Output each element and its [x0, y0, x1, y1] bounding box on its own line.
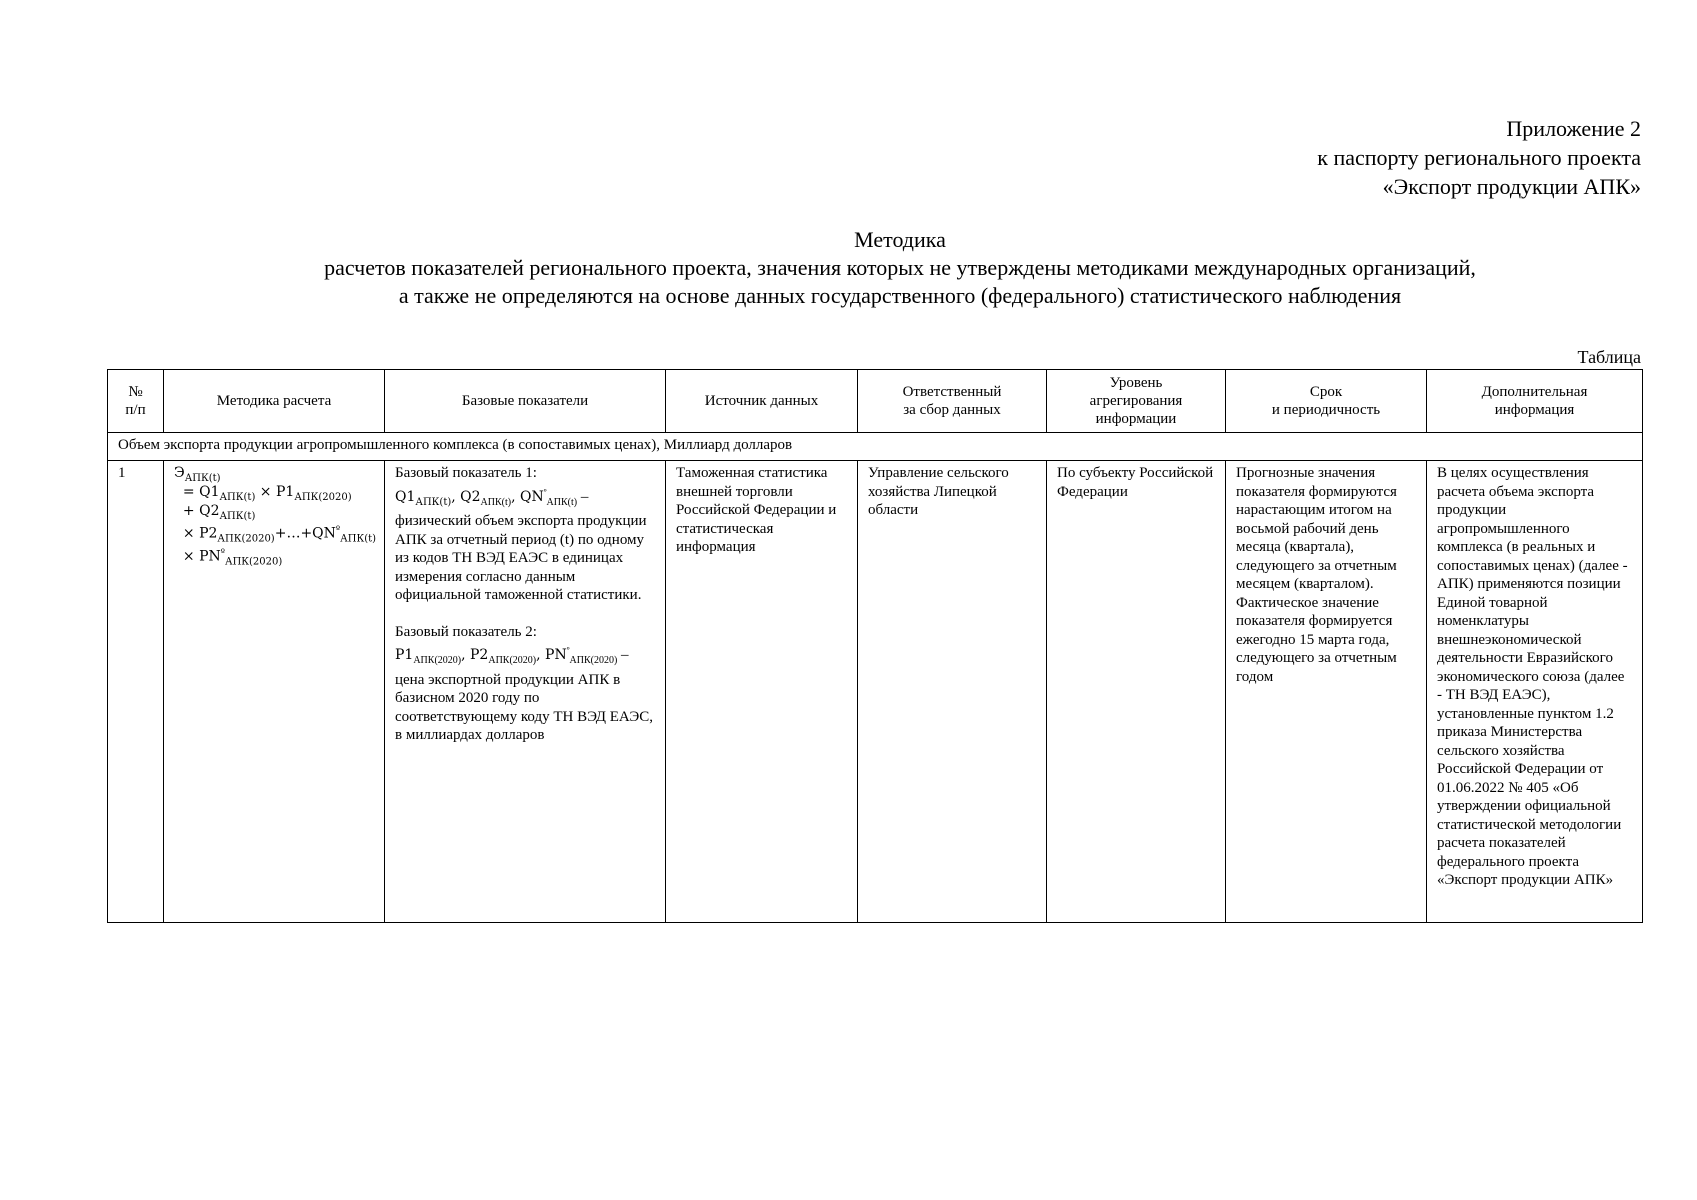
header-aggregation-level: Уровень агрегирования информации	[1047, 370, 1226, 433]
table-header-row	[108, 370, 1643, 433]
additional-info-cell: В целях осуществления расчета объема экспорта продукции агропромышленного комплекса (в реальных и сопоставимых ценах) (далее - АПК) применяются позиции Единой товарной номенклатуры внешнеэкономической деятельности Евразийского экономического союза (далее - ТН ВЭД ЕАЭС), установленные пунктом 1.2 приказа Министерства сельского хозяйства Российской Федерации от 01.06.2022 № 405 «Об утверждении официальной статистической методологии расчета показателей федерального проекта «Экспорт продукции АПК»	[1427, 461, 1643, 923]
header-number: № п/п	[108, 370, 164, 433]
formula-cell	[164, 461, 385, 923]
appendix-line-3: «Экспорт продукции АПК»	[1382, 174, 1641, 199]
header-method: Методика расчета	[164, 370, 385, 433]
appendix-line-1: Приложение 2	[1506, 116, 1641, 141]
row-number: 1	[108, 461, 164, 923]
document-title	[0, 226, 1697, 310]
header-additional-info: Дополнительная информация	[1427, 370, 1643, 433]
appendix-line-2: к паспорту регионального проекта	[1317, 145, 1641, 170]
methodology-table	[107, 369, 1643, 923]
responsible-cell: Управление сельского хозяйства Липецкой области	[858, 461, 1047, 923]
base-indicators-cell	[385, 461, 666, 923]
title-line-2: расчетов показателей регионального проекта, значения которых не утверждены методиками международных организаций,	[324, 255, 1476, 280]
base-indicator-2: Базовый показатель 2: $P1_{АПК(2020)}$, $P2_{АПК(2020)}$, $PN^º_{АПК(2020)}$ – цена экспортной продукции АПК в базисном 2020 году по соответствующему коду ТН ВЭД ЕАЭС, в миллиардах долларов	[395, 623, 653, 743]
section-title: Объем экспорта продукции агропромышленного комплекса (в сопоставимых ценах), Миллиард долларов	[108, 433, 1643, 461]
title-line-1: Методика	[854, 227, 946, 252]
data-source-cell: Таможенная статистика внешней торговли Российской Федерации и статистическая информация	[666, 461, 858, 923]
table-row	[108, 461, 1643, 923]
header-responsible: Ответственный за сбор данных	[858, 370, 1047, 433]
title-line-3: а также не определяются на основе данных государственного (федерального) статистического наблюдения	[398, 283, 1402, 308]
calculation-formula: $Э_{АПК(t)}$ = $Q1_{АПК(t)} \times P1_{АПК(2020)}$ + $Q2_{АПК(t)}$ × $P2_{АПК(2020)}+\dots+QN^º_{АПК(t)}$ × $PN^º_{АПК(2020)}$	[174, 465, 377, 568]
section-row	[108, 433, 1643, 461]
aggregation-level-cell: По субъекту Российской Федерации	[1047, 461, 1226, 923]
header-data-source: Источник данных	[666, 370, 858, 433]
schedule-cell: Прогнозные значения показателя формируются нарастающим итогом на восьмой рабочий день месяца (квартала), следующего за отчетным месяцем (кварталом). Фактическое значение показателя формируется ежегодно 15 марта года, следующего за отчетным годом	[1226, 461, 1427, 923]
header-base-indicators: Базовые показатели	[385, 370, 666, 433]
header-schedule: Срок и периодичность	[1226, 370, 1427, 433]
base-indicator-1: Базовый показатель 1: $Q1_{АПК(t)}$, $Q2_{АПК(t)}$, $QN^º_{АПК(t)}$ – физический объем экспорта продукции АПК за отчетный период (t) по одному из кодов ТН ВЭД ЕАЭС в единицах измерения согласно данным официальной таможенной статистики.	[395, 465, 647, 603]
appendix-header	[1317, 114, 1641, 201]
table-label: Таблица	[1577, 347, 1641, 367]
